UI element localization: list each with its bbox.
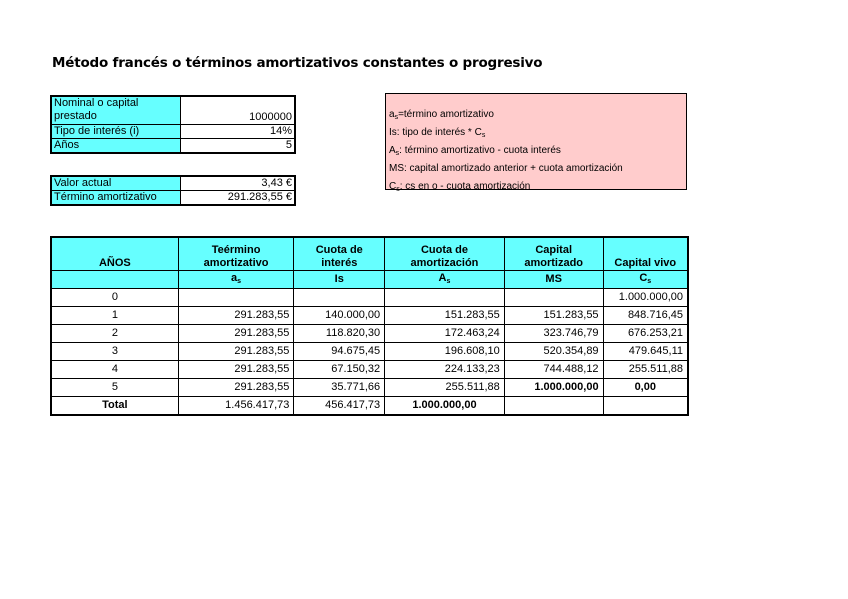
input-years[interactable]: 5 [285, 138, 292, 151]
label-present-value: Valor actual [51, 176, 181, 191]
cell[interactable]: 848.716,45 [603, 307, 688, 325]
subheader-cell: MS [504, 271, 603, 289]
cell[interactable]: 140.000,00 [294, 307, 385, 325]
legend-line: $A_s$: término amortizativo - cuota interés [389, 145, 561, 157]
input-interest-rate[interactable]: 14% [181, 124, 296, 138]
cell[interactable] [294, 289, 385, 307]
value-present-value[interactable]: 3,43 € [181, 176, 296, 191]
cell[interactable]: 172.463,24 [385, 325, 505, 343]
cell-total-label: Total [51, 397, 178, 416]
table-total-row [51, 397, 688, 416]
cell-year[interactable]: 2 [51, 325, 178, 343]
cell[interactable]: 67.150,32 [294, 361, 385, 379]
cell-year[interactable]: 1 [51, 307, 178, 325]
label-years: Años [51, 138, 181, 153]
results-table [50, 175, 296, 206]
cell[interactable]: 0,00 [603, 379, 688, 397]
cell[interactable]: 1.000.000,00 [504, 379, 603, 397]
label-interest-rate: Tipo de interés (i) [51, 124, 181, 138]
cell[interactable]: 520.354,89 [504, 343, 603, 361]
subheader-cell: $A_s$ [385, 271, 505, 289]
cell[interactable]: 151.283,55 [385, 307, 505, 325]
amortization-table [50, 236, 689, 416]
cell[interactable]: 35.771,66 [294, 379, 385, 397]
header-term: Teérmino amortizativo [178, 237, 294, 271]
input-parameters-table [50, 95, 296, 154]
cell[interactable]: 323.746,79 [504, 325, 603, 343]
header-capital-amortized: Capital amortizado [504, 237, 603, 271]
cell[interactable]: 291.283,55 [178, 343, 294, 361]
cell[interactable]: 291.283,55 [178, 361, 294, 379]
cell-year[interactable]: 4 [51, 361, 178, 379]
cell[interactable]: 118.820,30 [294, 325, 385, 343]
cell[interactable]: 291.283,55 [178, 325, 294, 343]
cell[interactable]: 151.283,55 [504, 307, 603, 325]
legend-line: Is: tipo de interés * $C_s$ [389, 127, 486, 139]
page-title: Método francés o términos amortizativos constantes o progresivo [52, 55, 543, 71]
header-capital-outstanding: Capital vivo [603, 237, 688, 271]
header-years: AÑOS [51, 237, 178, 271]
cell[interactable]: 479.645,11 [603, 343, 688, 361]
cell[interactable] [178, 289, 294, 307]
subheader-cell: $C_s$ [603, 271, 688, 289]
cell-year[interactable]: 0 [51, 289, 178, 307]
cell[interactable]: 94.675,45 [294, 343, 385, 361]
header-interest: Cuota de interés [294, 237, 385, 271]
label-capital: Nominal o capital prestado [51, 96, 181, 124]
cell[interactable]: 255.511,88 [603, 361, 688, 379]
cell[interactable]: 291.283,55 [178, 307, 294, 325]
cell[interactable]: 676.253,21 [603, 325, 688, 343]
cell[interactable]: 744.488,12 [504, 361, 603, 379]
table-row [51, 379, 688, 397]
table-subheader-row [51, 271, 688, 289]
cell-total[interactable]: 1.000.000,00 [385, 397, 505, 416]
legend-line: $a_s=término$ amortizativo [389, 109, 494, 121]
cell[interactable] [385, 289, 505, 307]
table-row [51, 343, 688, 361]
subheader-cell [51, 271, 178, 289]
cell-total[interactable]: 1.456.417,73 [178, 397, 294, 416]
legend-line: $C_s$: cs en o - cuota amortización [389, 181, 531, 193]
cell[interactable]: 291.283,55 [178, 379, 294, 397]
cell[interactable]: 224.133,23 [385, 361, 505, 379]
legend-line: MS: capital amortizado anterior + cuota amortización [389, 163, 623, 174]
cell[interactable]: 196.608,10 [385, 343, 505, 361]
cell-year[interactable]: 3 [51, 343, 178, 361]
input-capital[interactable]: 1000000 [181, 96, 296, 124]
value-amortization-term[interactable]: 291.283,55 € [227, 191, 292, 203]
table-row [51, 325, 688, 343]
table-row [51, 289, 688, 307]
header-amortization: Cuota de amortización [385, 237, 505, 271]
subheader-cell: Is [294, 271, 385, 289]
cell-year[interactable]: 5 [51, 379, 178, 397]
label-amortization-term: Término amortizativo [51, 191, 181, 206]
table-header-row [51, 237, 688, 271]
legend-box [385, 93, 687, 193]
cell-total[interactable]: 456.417,73 [294, 397, 385, 416]
cell-total[interactable] [603, 397, 688, 416]
cell-total[interactable] [504, 397, 603, 416]
table-row [51, 307, 688, 325]
table-row [51, 361, 688, 379]
cell[interactable]: 255.511,88 [385, 379, 505, 397]
subheader-cell: $a_s$ [178, 271, 294, 289]
cell[interactable]: 1.000.000,00 [603, 289, 688, 307]
cell[interactable] [504, 289, 603, 307]
